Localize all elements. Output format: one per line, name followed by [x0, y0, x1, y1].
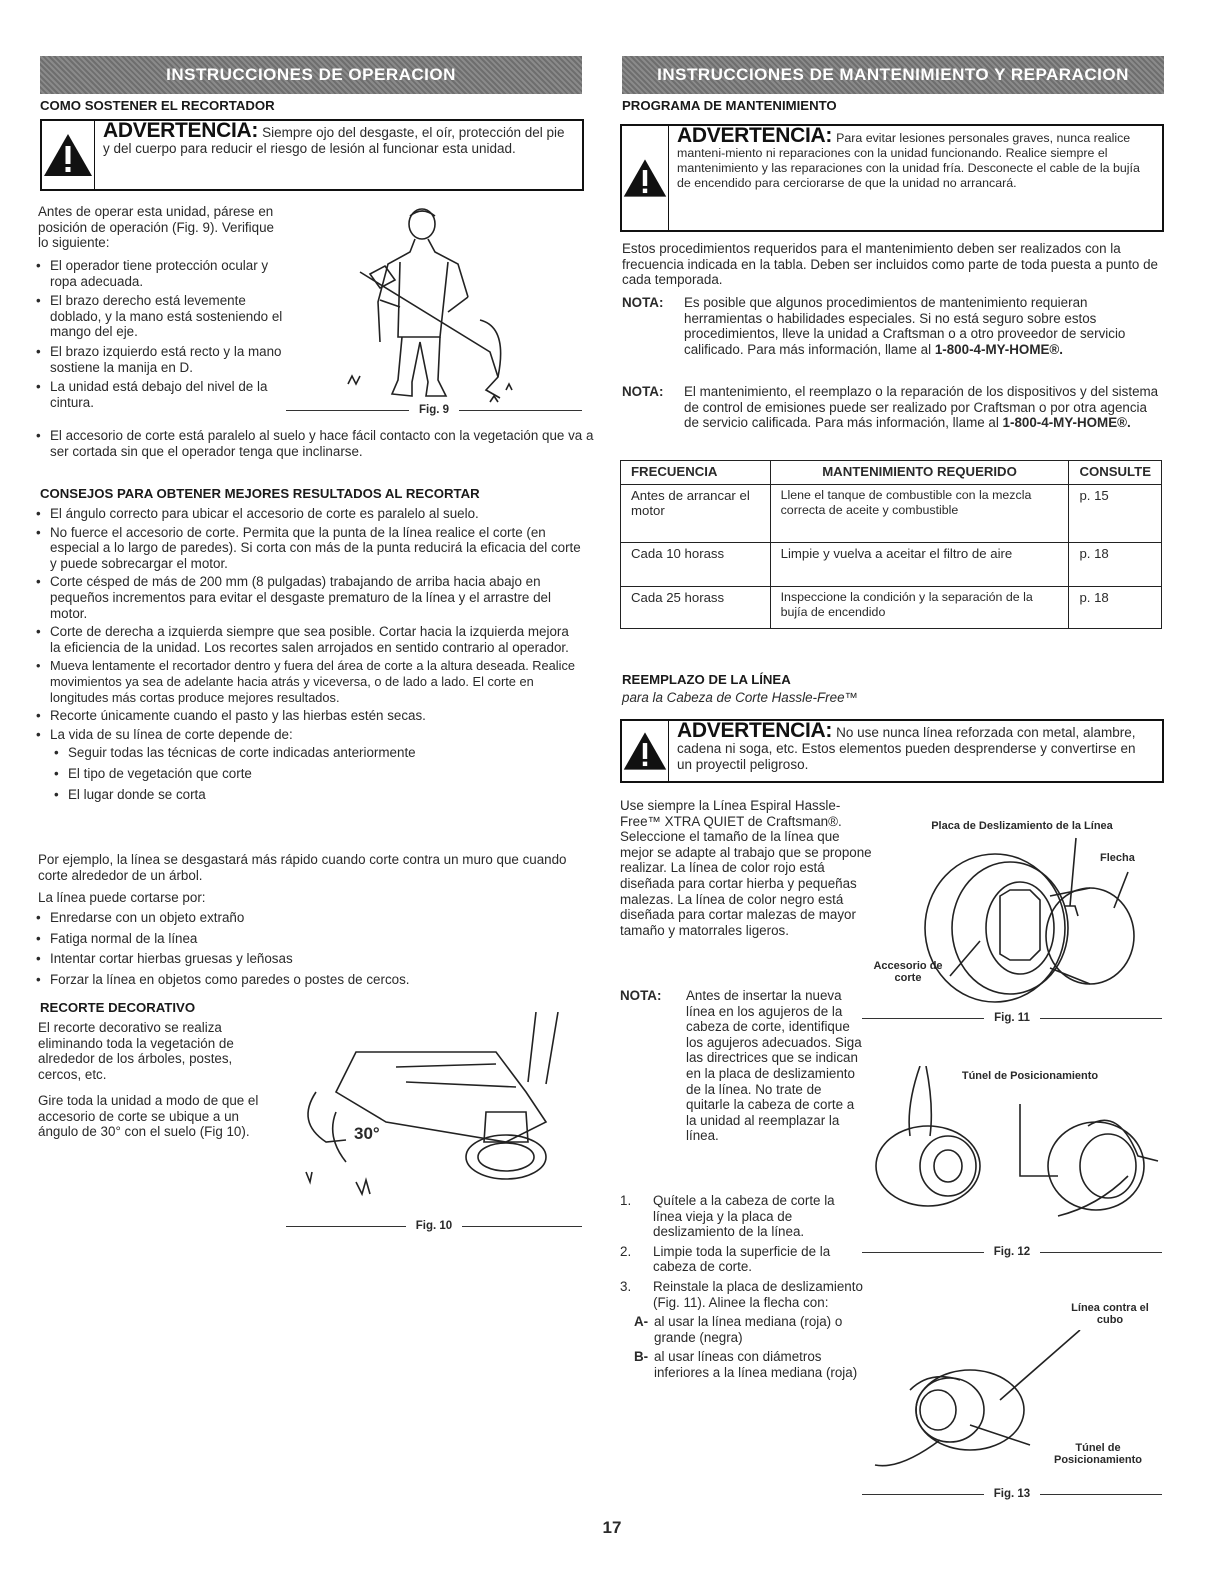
list-item: • El brazo derecho está levemente doblado, y la mano está sosteniendo el mango del eje. [30, 293, 292, 340]
list-item: • Seguir todas las técnicas de corte indicadas anteriormente [30, 745, 582, 761]
list-item: • Forzar la línea en objetos como paredes o postes de cercos. [30, 972, 582, 988]
warning-box [620, 719, 1164, 783]
fig13-caption: Fig. 13 [862, 1488, 1162, 1500]
fig13-label-line: Línea contra el cubo [1071, 1302, 1149, 1326]
fig12-caption: Fig. 12 [862, 1246, 1162, 1258]
fig10-caption: Fig. 10 [286, 1220, 582, 1232]
checks-list [30, 258, 292, 410]
note-3: NOTA: Antes de insertar la nueva línea en los agujeros de la cabeza de corte, identifique los agujeros adecuados. Siga las directrices que se indican en la placa de deslizamiento de la línea. No trate de quitarle la cabeza de corte a la unidad al reemplazar la línea. [620, 988, 862, 1144]
list-item: 2. Limpie toda la superficie de la cabeza de corte. [620, 1243, 831, 1275]
line-use-text: Use siempre la Línea Espiral Hassle-Free™ XTRA QUIET de Craftsman®. Seleccione el tamaño de la línea que mejor se adapte al trabajo que se propone realizar. La línea de color rojo está diseñada para cortar hierba y pequeñas malezas. La línea de color negro está diseñada para cortar malezas de mayor tamaño y matorrales ligeros. [620, 798, 872, 938]
deco-heading: RECORTE DECORATIVO [40, 1000, 196, 1015]
warning-title: ADVERTENCIA: [677, 124, 833, 147]
list-item: 3. Reinstale la placa de deslizamiento (Fig. 11). Alinee la flecha con: [620, 1278, 863, 1310]
example-text: Por ejemplo, la línea se desgastará más rápido cuando corte contra un muro que cuando corte alrededor de un árbol. [38, 852, 567, 883]
table-row: Antes de arrancar el motor Llene el tanque de combustible con la mezcla correcta de aceite y combustible p. 15 [621, 485, 1162, 543]
break-list [30, 910, 582, 987]
warning-text: No use nunca línea reforzada con metal, alambre, cadena ni soga, etc. Estos elementos pueden desprenderse y convertirse en un proyectil peligroso. [677, 725, 1136, 772]
maintenance-banner: INSTRUCCIONES DE MANTENIMIENTO Y REPARACION [622, 56, 1164, 94]
line-subheading: para la Cabeza de Corte Hassle-Free™ [622, 690, 858, 705]
warning-box [40, 119, 584, 191]
warning-triangle-icon [42, 121, 95, 189]
list-item: • El tipo de vegetación que corte [30, 766, 582, 782]
operation-banner: INSTRUCCIONES DE OPERACION [40, 56, 582, 94]
positioning-tunnel-figure-image [868, 1066, 1160, 1236]
slide-plate-figure-image [900, 836, 1160, 1016]
list-item: • Enredarse con un objeto extraño [30, 910, 582, 926]
warning-title: ADVERTENCIA: [677, 719, 833, 742]
deco-text-2: Gire toda la unidad a modo de que el accesorio de corte se ubique a un ángulo de 30° con el suelo (Fig 10). [38, 1093, 259, 1140]
warning-text: Siempre ojo del desgaste, el oír, protección del pie y del cuerpo para reducir el riesgo de lesión al funcionar esta unidad. [103, 125, 565, 156]
fig11-label-accessory: Accesorio de corte [873, 960, 943, 984]
table-row: Cada 10 horass Limpie y vuelva a aceitar el filtro de aire p. 18 [621, 543, 1162, 587]
note-2: NOTA: El mantenimiento, el reemplazo o la reparación de los dispositivos y del sistema de control de emisiones puede ser realizado por Craftsman o por otra agencia de servicio calificada. Para más información, llame al 1-800-4-MY-HOME®. [622, 384, 1159, 431]
table-row: Cada 25 horass Inspeccione la condición y la separación de la bujía de encendido p. 18 [621, 587, 1162, 629]
list-item: • Recorte únicamente cuando el pasto y las hierbas estén secas. [30, 708, 582, 724]
list-item: B- al usar líneas con diámetros inferiores a la línea mediana (roja) [634, 1349, 858, 1380]
intro-text: Antes de operar esta unidad, párese en posición de operación (Fig. 9). Verifique lo siguiente: [38, 204, 274, 251]
warning-text: Para evitar lesiones personales graves, nunca realice manteni-miento ni reparaciones con la unidad funcionando. Realice siempre el mantenimiento y las reparaciones con la unidad fría. Desconecte el cable de la bujía de encendido para cerciorarse de que la unidad no arrancará. [677, 131, 1140, 190]
table-header-row: FRECUENCIA MANTENIMIENTO REQUERIDO CONSULTE [621, 461, 1162, 485]
note-label: NOTA: [622, 384, 664, 399]
fig9-caption: Fig. 9 [286, 404, 582, 416]
intro-text: Estos procedimientos requeridos para el mantenimiento deben ser realizados con la frecuencia indicada en la tabla. Deben ser incluidos como parte de toda puesta a punto de cada temporada. [622, 241, 1158, 288]
decorative-trim-figure-image [296, 1012, 576, 1212]
fig11-caption: Fig. 11 [862, 1012, 1162, 1024]
list-item: • El ángulo correcto para ubicar el accesorio de corte es paralelo al suelo. [30, 506, 582, 522]
fig11-label-plate: Placa de Deslizamiento de la Línea [931, 820, 1113, 832]
deco-text-1: El recorte decorativo se realiza eliminando toda la vegetación de alrededor de los árboles, postes, cercos, etc. [38, 1020, 234, 1082]
steps-list [620, 1193, 864, 1381]
warning-triangle-icon [622, 126, 669, 230]
maintenance-table [620, 460, 1162, 629]
list-item: • La unidad está debajo del nivel de la cintura. [30, 379, 292, 410]
list-item: • Corte césped de más de 200 mm (8 pulgadas) trabajando de arriba hacia abajo en pequeños incrementos para evitar el desgaste prematuro de la línea y el arrastre del motor. [30, 574, 582, 621]
page-number: 17 [602, 1518, 622, 1537]
warning-title: ADVERTENCIA: [103, 119, 259, 142]
note-label: NOTA: [620, 988, 662, 1003]
tips-list [30, 506, 582, 802]
fig11-label-arrow: Flecha [1100, 852, 1135, 864]
line-heading: REEMPLAZO DE LA LÍNEA [622, 672, 791, 687]
list-item: • El operador tiene protección ocular y ropa adecuada. [30, 258, 292, 289]
fig13-label-tunnel: Túnel de Posicionamiento [1053, 1442, 1143, 1466]
note-label: NOTA: [622, 295, 664, 310]
tips-heading: CONSEJOS PARA OBTENER MEJORES RESULTADOS AL RECORTAR [40, 486, 480, 501]
list-item: • Mueva lentamente el recortador dentro y fuera del área de corte a la altura deseada. Realice movimientos ya sea de adelante hacia atrás y viceversa, o de lado a lado. El corte en longitudes más cortas produce mejores resultados. [30, 658, 582, 705]
hold-heading: COMO SOSTENER EL RECORTADOR [40, 98, 275, 113]
line-hub-figure-image [870, 1330, 1160, 1480]
warning-triangle-icon [622, 721, 669, 781]
operator-figure-image [340, 202, 520, 412]
break-intro: La línea puede cortarse por: [38, 890, 206, 905]
fig12-label-tunnel: Túnel de Posicionamiento [961, 1070, 1099, 1082]
note-1: NOTA: Es posible que algunos procedimientos de mantenimiento requieran herramientas o habilidades especiales. Si no está seguro sobre estos procedimientos, lleve la unidad a Craftsman o a otro proveedor de servicio calificado. Para más información, llame al 1-800-4-MY-HOME®. [622, 295, 1126, 357]
warning-box [620, 124, 1164, 232]
list-item: • El brazo izquierdo está recto y la mano sostiene la manija en D. [30, 344, 292, 375]
list-item: A- al usar la línea mediana (roja) o grande (negra) [634, 1314, 843, 1345]
list-item: • Corte de derecha a izquierda siempre que sea posible. Cortar hacia la izquierda mejora la eficiencia de la unidad. Los recortes salen arrojados en sentido contrario al operador. [30, 624, 582, 655]
list-item: • El accesorio de corte está paralelo al suelo y hace fácil contacto con la vegetación que va a ser cortada sin que el operador tenga que inclinarse. [30, 428, 598, 459]
list-item: 1. Quítele a la cabeza de corte la línea vieja y la placa de deslizamiento de la línea. [620, 1193, 835, 1240]
list-item: • Fatiga normal de la línea [30, 931, 582, 947]
angle-label: 30° [354, 1124, 380, 1143]
list-item: • El lugar donde se corta [30, 787, 582, 803]
list-item: • Intentar cortar hierbas gruesas y leñosas [30, 951, 582, 967]
list-item: • No fuerce el accesorio de corte. Permita que la punta de la línea realice el corte (en especial a lo largo de paredes). Si corta con más de la punta reducirá la eficacia del corte y puede sobrecargar el motor. [30, 525, 582, 572]
program-heading: PROGRAMA DE MANTENIMIENTO [622, 98, 837, 113]
list-item: • La vida de su línea de corte depende de: [30, 727, 582, 743]
